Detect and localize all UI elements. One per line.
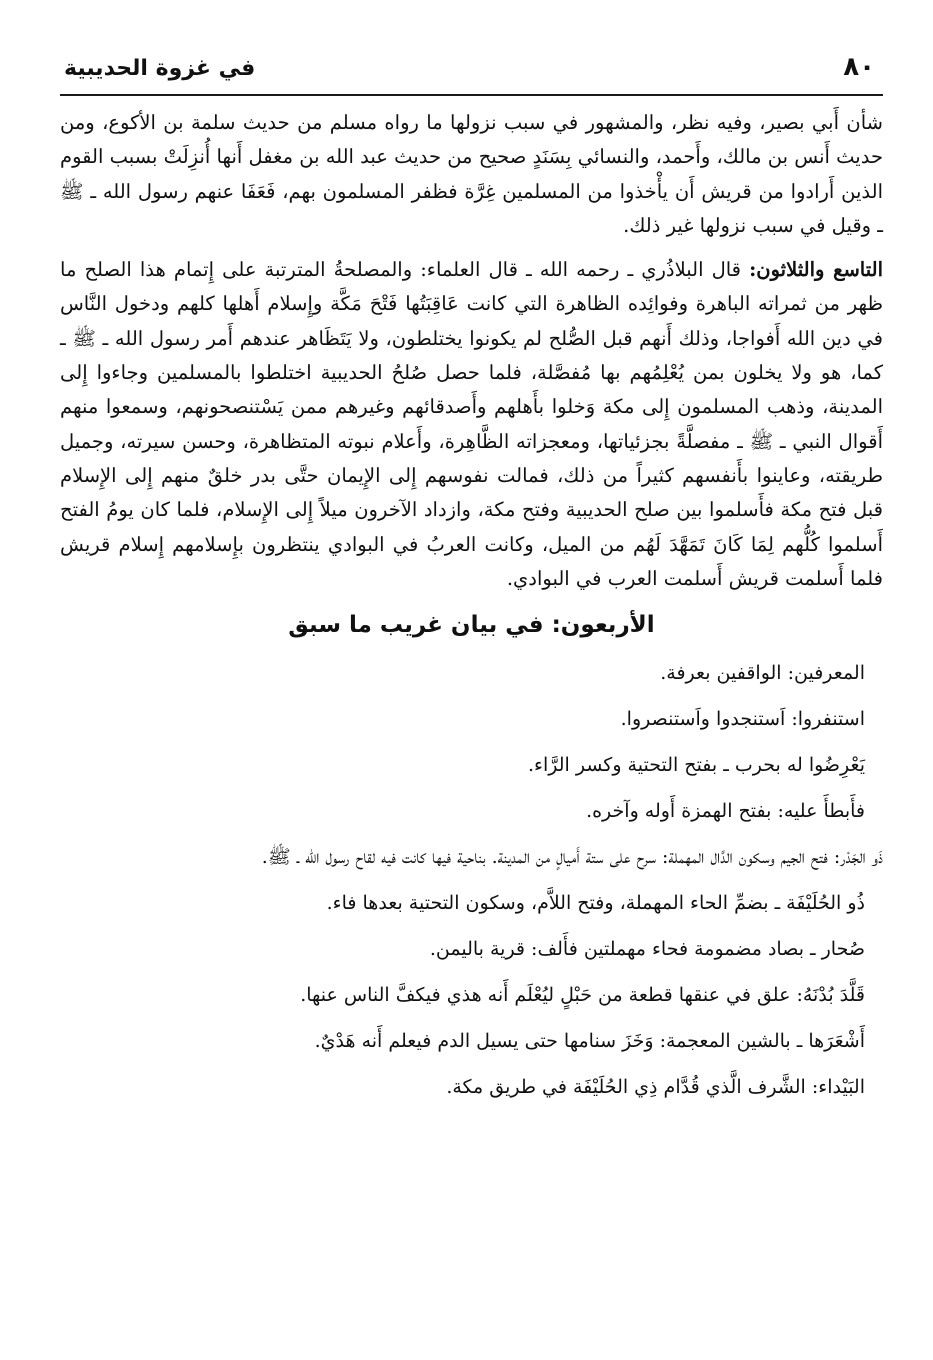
page-content	[60, 96, 883, 1102]
paragraph-text: قال البلاذُري ـ رحمه الله ـ قال العلماء: والمصلحةُ المترتبة على إِتمام هذا الصلح ما ظهر من ثمراته الباهرة وفوائِده الظاهرة التي كانت عَاقِبَتُها فَتْحَ مَكَّة وإِسلام أَهلها كلهم ودخول النَّاس في دين الله أَفواجا، وذلك أَنهم قبل الصُّلح لم يكونوا يختلطون، ولا يَتَظَاهر عندهم أَمر رسول الله ـ ﷺ ـ كما، هو ولا يخلون بمن يُعْلِمُهم بها مُفصَّلة، فلما حصل صُلحُ الحديبية اختلطوا بالمسلمين وجاءوا إِلى المدينة، وذهب المسلمون إِلى مكة وَخلوا بأَهلهم وأَصدقائهم وغيرهم ممن يَسْتنصحونهم، وسمعوا منهم أَقوال النبي ـ ﷺ ـ مفصلَّةً بجزئياتها، ومعجزاته الظَّاهِرة، وأَعلام نبوته المتظاهرة، وحسن سيرته، وجميل طريقته، وعاينوا بأَنفسهم كثيراً من ذلك، فمالت نفوسهم إِلى الإِيمان حتَّى بدر خلقٌ منهم إِلى الإِسلام قبل فتح مكة فأَسلموا بين صلح الحديبية وفتح مكة، وازداد الآخرون ميلاً إِلى الإِسلام، فلما كان يومُ الفتح أَسلموا كُلُّهم لِمَا كَانَ تَمَهَّدَ لَهُم من الميل، وكانت العربُ في البوادي ينتظرون بإِسلامهم إِسلام قريش فلما أَسلمت قريش أَسلمت العرب في البوادي.	[60, 258, 883, 590]
glossary-entry: ذُو الحُلَيْفَة ـ بضمِّ الحاء المهملة، وفتح اللاَّم، وسكون التحتية بعدها فاء.	[326, 892, 865, 915]
glossary-entry: فأَبطأَ عليه: بفتح الهمزة أَوله وآخره.	[586, 800, 865, 823]
glossary-entry: يَعْرِضُوا له بحرب ـ بفتح التحتية وكسر الرَّاء.	[528, 754, 865, 777]
page-header	[60, 48, 883, 96]
glossary-entry: استنفروا: اَستنجدوا واَستنصروا.	[620, 708, 865, 731]
glossary-entry: أَشْعَرَها ـ بالشين المعجمة: وَخَزَ سنامها حتى يسيل الدم فيعلم أَنه هَدْيٌ.	[314, 1030, 865, 1053]
running-title: في غزوة الحديبية	[64, 56, 256, 81]
glossary-list	[60, 658, 883, 1102]
book-page	[60, 48, 883, 1338]
glossary-entry: المعرفين: الواقفين بعرفة.	[660, 662, 865, 685]
glossary-entry: قَلَّدَ بُدْنَهُ: علق في عنقها قطعة من حَبْلٍ ليُعْلَم أَنه هذي فيكفَّ الناس عنها.	[300, 984, 865, 1007]
paragraph-text: شأن أَبي بصير، وفيه نظر، والمشهور في سبب نزولها ما رواه مسلم من حديث سلمة بن الأكوع، ومن حديث أَنس بن مالك، وأَحمد، والنسائي بِسَنَدٍ صحيح من حديث عبد الله بن مغفل أَنها أُنزِلَتْ بسبب القوم الذين أَرادوا من قريش أَن يأْخذوا من المسلمين غِرَّة فظفر المسلمون بهم، فَعَفَا عنهم رسول الله ـ ﷺ ـ وقيل في سبب نزولها غير ذلك.	[60, 111, 883, 237]
paragraph	[60, 253, 883, 596]
paragraph	[60, 106, 883, 243]
section-heading: الأربعون: في بيان غريب ما سبق	[288, 612, 655, 639]
paragraph-lead: التاسع والثلاثون:	[749, 258, 883, 282]
glossary-entry: ذَو الجَدْر: فتح الجيم وسكون الدَّال المهملة: سرح على ستة أَميالٍ من المدينة. بناحية فيها كانت فيه لقاح رسول الله ـ ﷺ.	[261, 846, 883, 869]
page-number: ٨٠	[843, 52, 875, 82]
glossary-entry: البَيْداء: الشَّرف الَّذي قُدَّام ذِي الحُلَيْفَة في طريق مكة.	[446, 1076, 865, 1099]
glossary-entry: صُحار ـ بصاد مضمومة فحاء مهملتين فأَلف: قرية باليمن.	[429, 938, 865, 961]
